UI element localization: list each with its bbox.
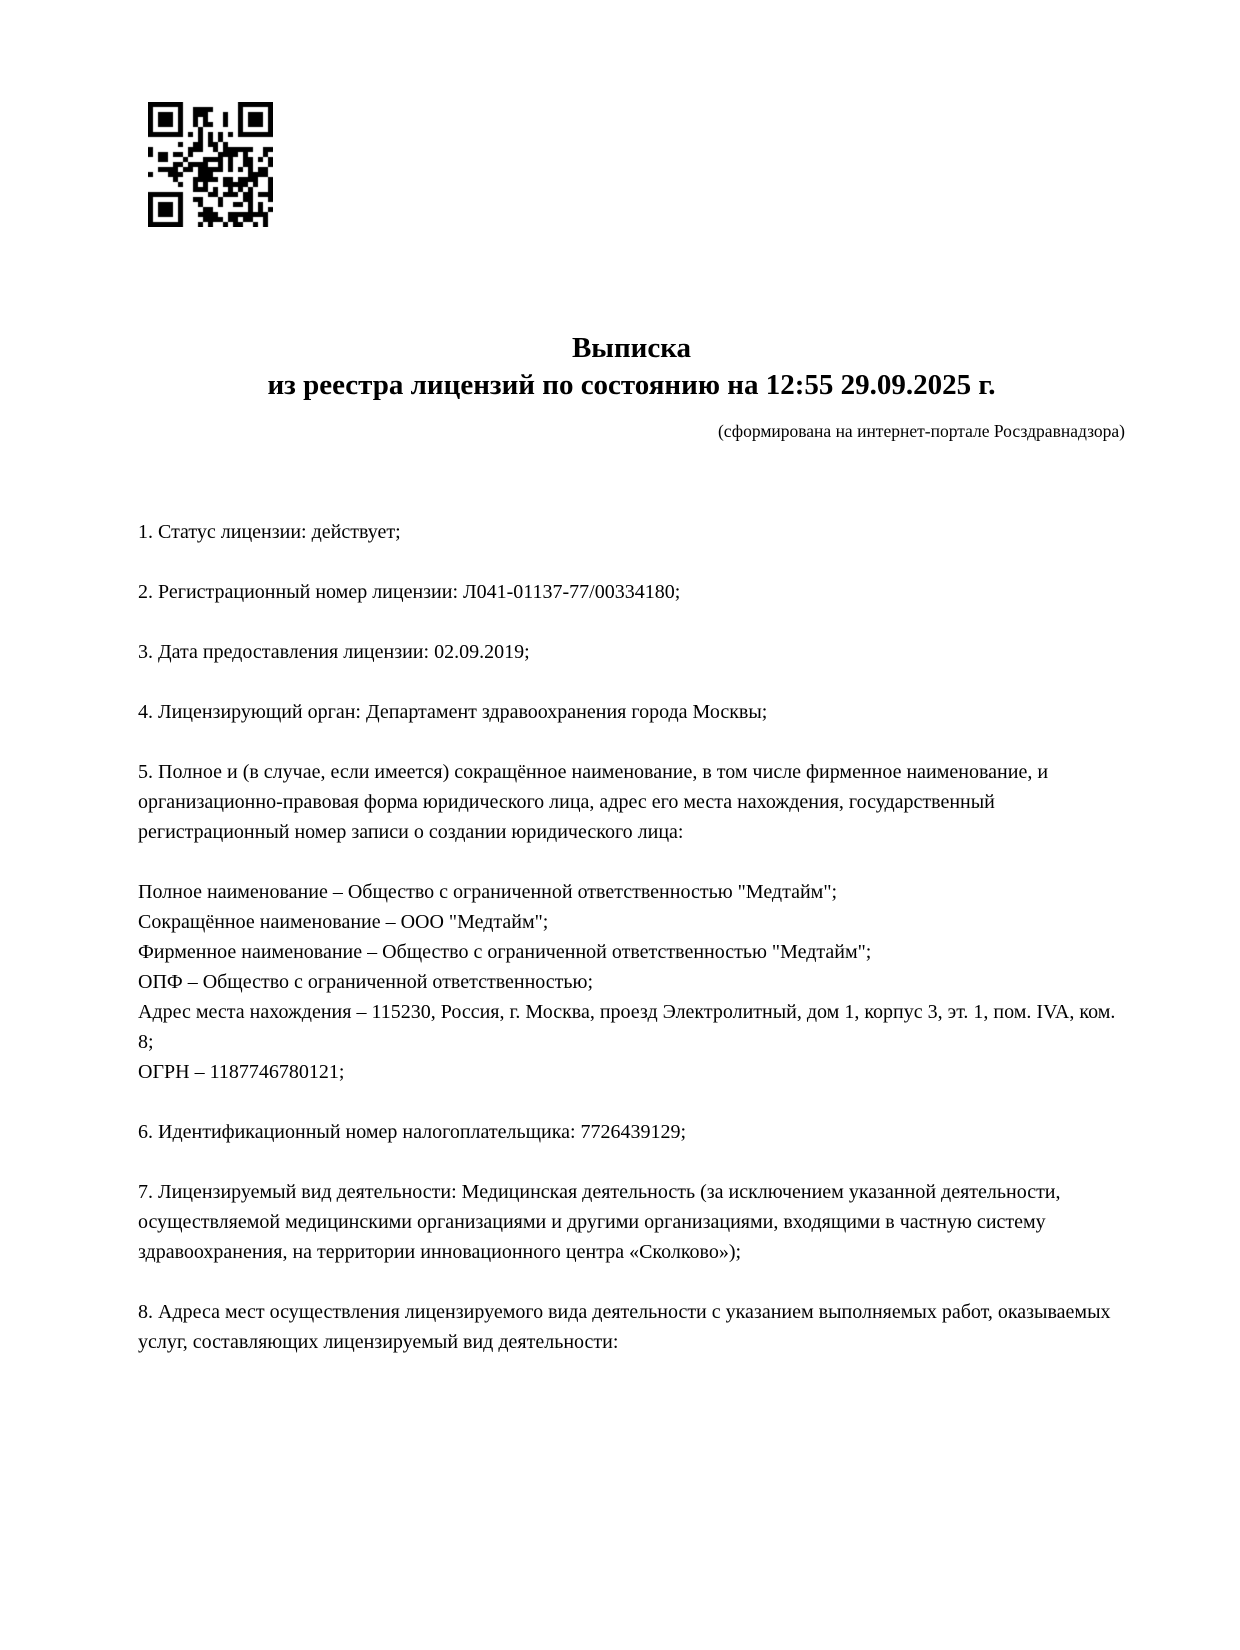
qr-code-icon [148,102,273,227]
paragraph-grant-date: 3. Дата предоставления лицензии: 02.09.2019; [138,641,530,663]
document-subtitle: (сформирована на интернет-портале Росздравнадзора) [717,421,1125,441]
paragraph-addresses-intro: 8. Адреса мест осуществления лицензируемого вида деятельности с указанием выполняемых работ, оказываемых услуг, составляющих лицензируемый вид деятельности: [138,1301,1111,1353]
document-title-line2: из реестра лицензий по состоянию на 12:55 29.09.2025 г. [267,369,996,401]
line-short-name: Сокращённое наименование – ООО "Медтайм"; [138,911,549,933]
paragraph-registration-number: 2. Регистрационный номер лицензии: Л041-01137-77/00334180; [138,581,681,603]
document-title-line1: Выписка [571,332,692,364]
line-legal-form: ОПФ – Общество с ограниченной ответственностью; [138,971,594,993]
paragraph-inn: 6. Идентификационный номер налогоплательщика: 7726439129; [138,1121,687,1143]
line-full-name: Полное наименование – Общество с ограниченной ответственностью "Медтайм"; [138,881,838,903]
paragraph-licensing-authority: 4. Лицензирующий орган: Департамент здравоохранения города Москвы; [138,701,768,723]
line-ogrn: ОГРН – 1187746780121; [138,1061,345,1083]
line-brand-name: Фирменное наименование – Общество с ограниченной ответственностью "Медтайм"; [138,941,872,963]
paragraph-licensed-activity: 7. Лицензируемый вид деятельности: Медицинская деятельность (за исключением указанной деятельности, осуществляемой медицинскими организациями и другими организациями, входящими в частную систему здравоохранения, на территории инновационного центра «Сколково»); [138,1181,1061,1263]
line-address: Адрес места нахождения – 115230, Россия, г. Москва, проезд Электролитный, дом 1, корпус 3, эт. 1, пом. IVA, ком. 8; [138,1001,1116,1053]
paragraph-license-status: 1. Статус лицензии: действует; [138,521,401,543]
organization-details-block [138,877,1125,1087]
document-title [138,330,1125,404]
paragraph-names-intro: 5. Полное и (в случае, если имеется) сокращённое наименование, в том числе фирменное наименование, и организационно-правовая форма юридического лица, адрес его места нахождения, государственный регистрационный номер записи о создании юридического лица: [138,761,1049,843]
document-body [138,517,1125,1357]
